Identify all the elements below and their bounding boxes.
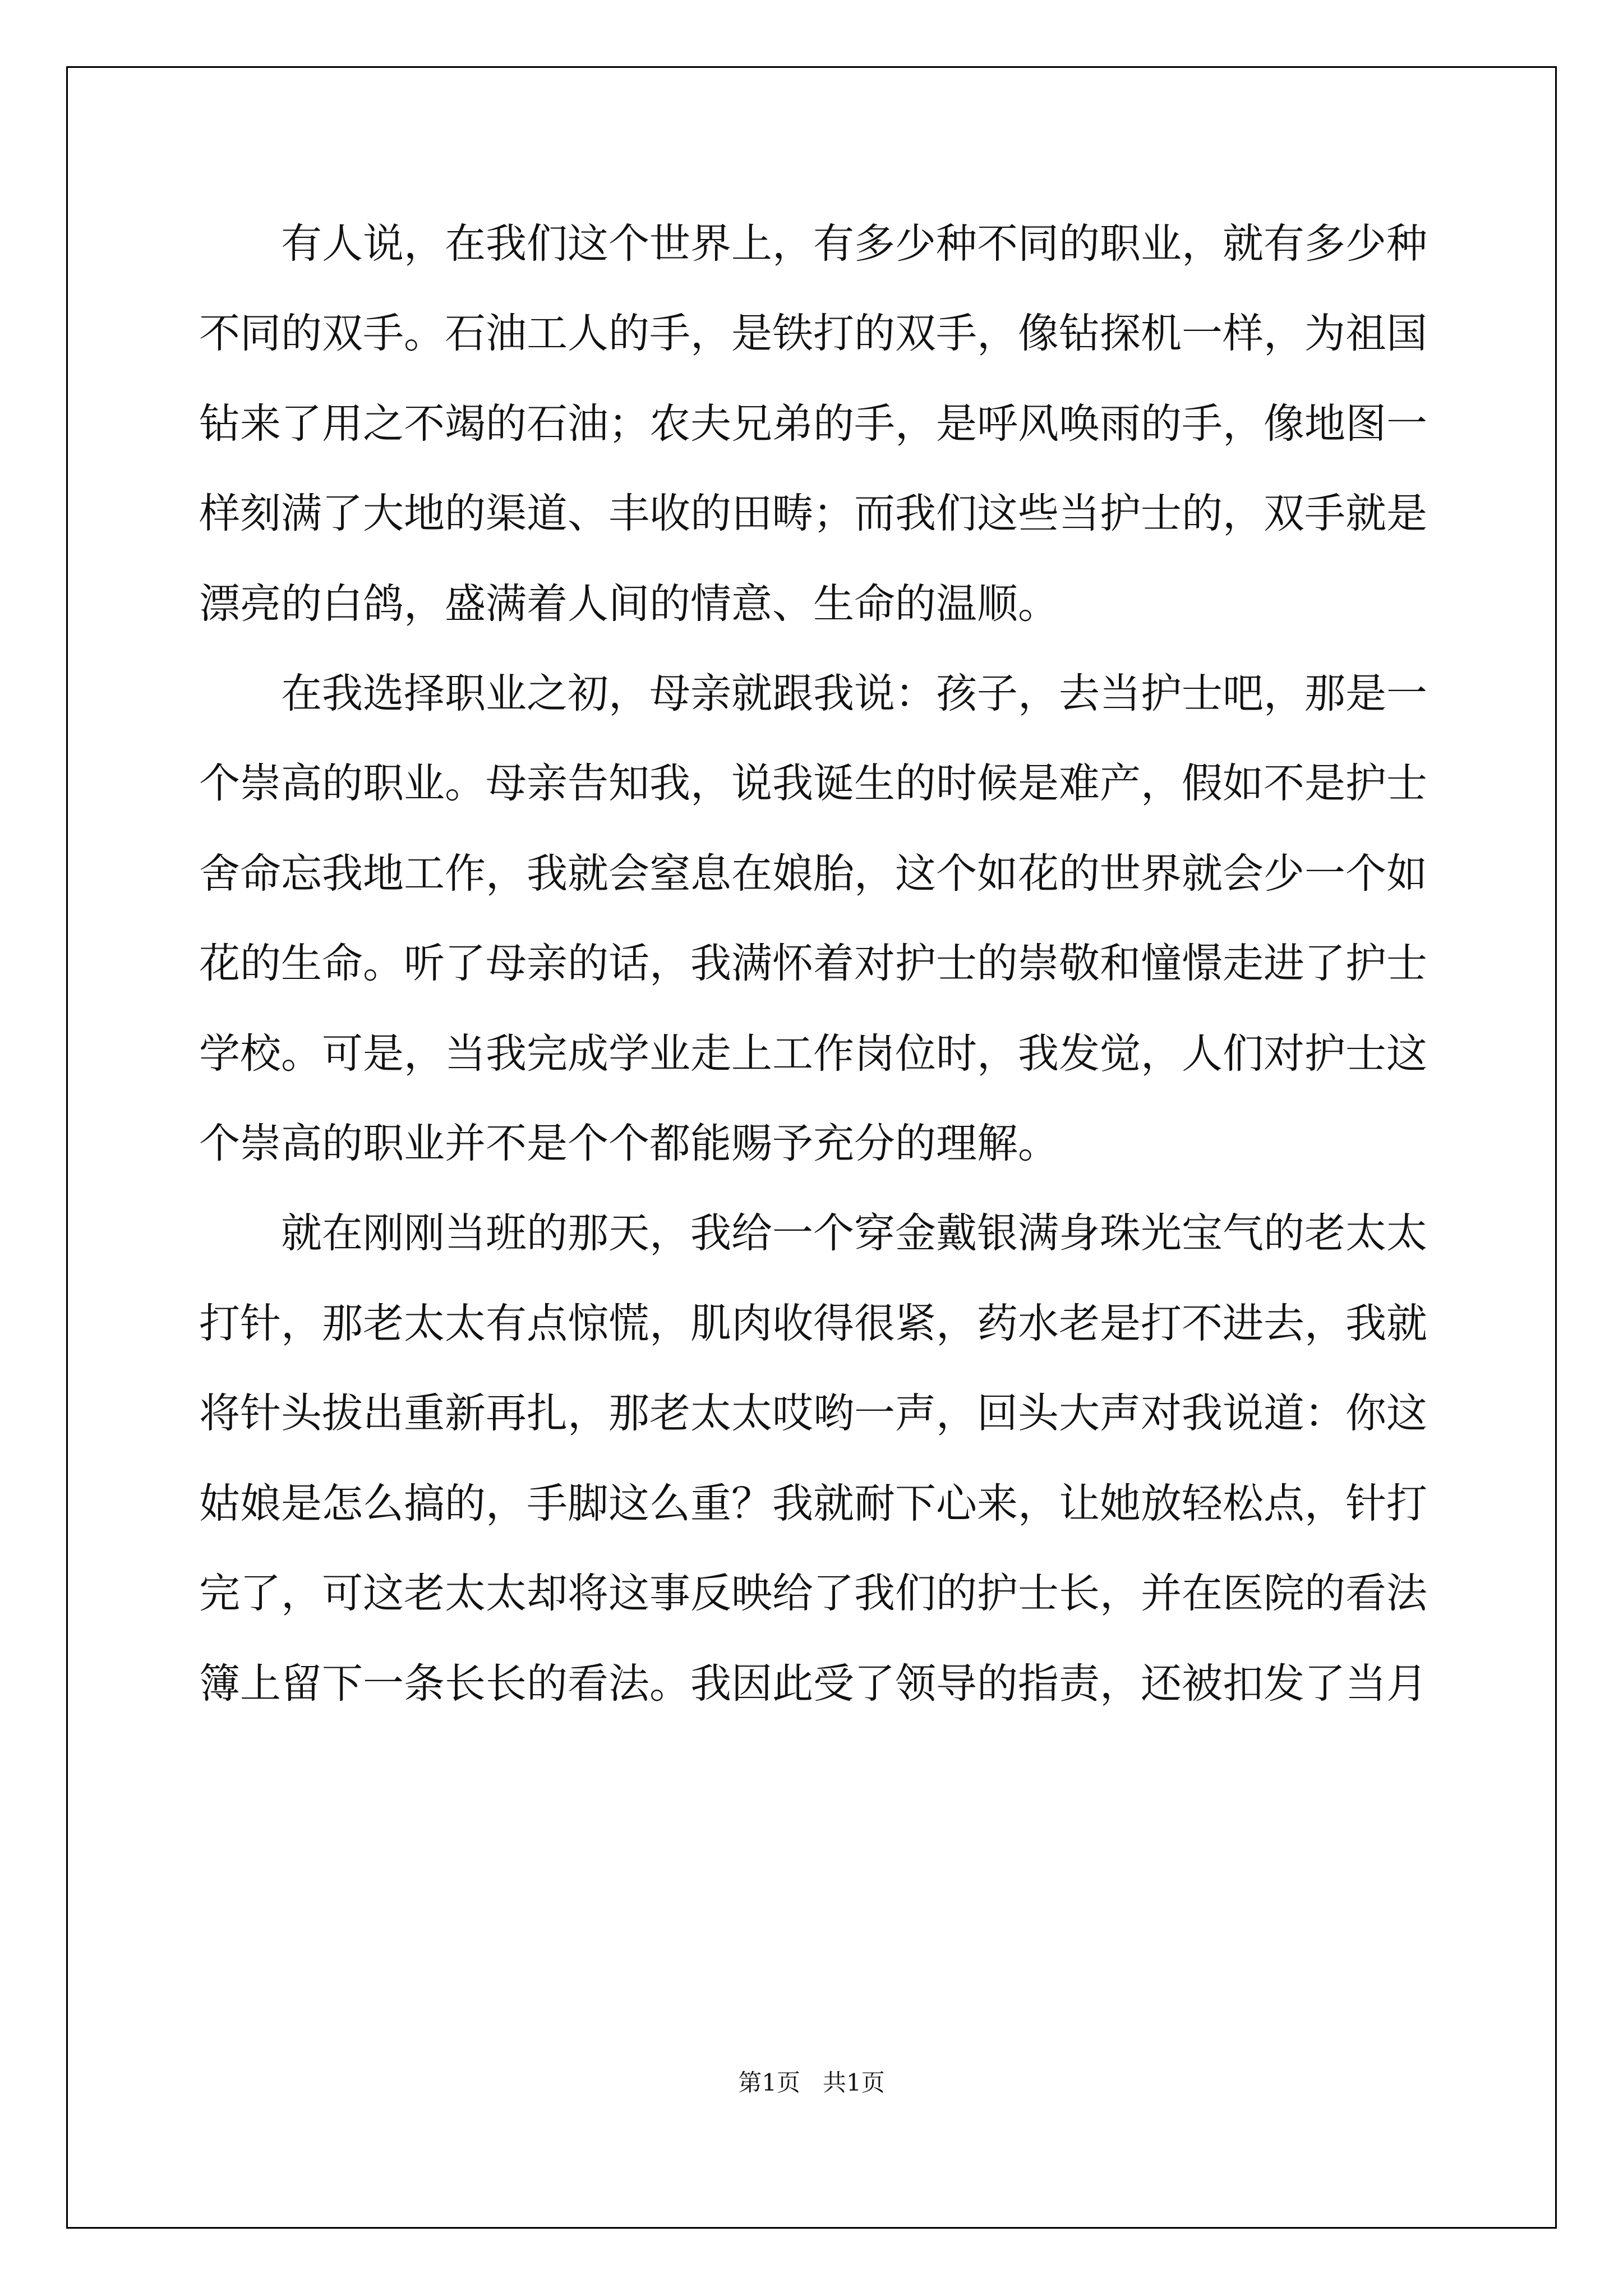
document-body xyxy=(199,199,1427,1729)
page-number-footer: 第1页 共1页 xyxy=(738,2069,885,2096)
paragraph: 就在刚刚当班的那天，我给一个穿金戴银满身珠光宝气的老太太打针，那老太太有点惊慌，肌肉收得很紧，药水老是打不进去，我就将针头拔出重新再扎，那老太太哎哟一声，回头大声对我说道：你这姑娘是怎么搞的，手脚这么重？我就耐下心来，让她放轻松点，针打完了，可这老太太却将这事反映给了我们的护士长，并在医院的看法簿上留下一条长长的看法。我因此受了领导的指责，还被扣发了当月 xyxy=(199,1209,1427,1708)
paragraph: 有人说，在我们这个世界上，有多少种不同的职业，就有多少种不同的双手。石油工人的手，是铁打的双手，像钻探机一样，为祖国钻来了用之不竭的石油；农夫兄弟的手，是呼风唤雨的手，像地图一样刻满了大地的渠道、丰收的田畴；而我们这些当护士的，双手就是漂亮的白鸽，盛满着人间的情意、生命的温顺。 xyxy=(199,220,1427,628)
paragraph: 在我选择职业之初，母亲就跟我说：孩子，去当护士吧，那是一个崇高的职业。母亲告知我，说我诞生的时候是难产，假如不是护士舍命忘我地工作，我就会窒息在娘胎，这个如花的世界就会少一个如花的生命。听了母亲的话，我满怀着对护士的崇敬和憧憬走进了护士学校。可是，当我完成学业走上工作岗位时，我发觉，人们对护士这个崇高的职业并不是个个都能赐予充分的理解。 xyxy=(199,670,1427,1168)
